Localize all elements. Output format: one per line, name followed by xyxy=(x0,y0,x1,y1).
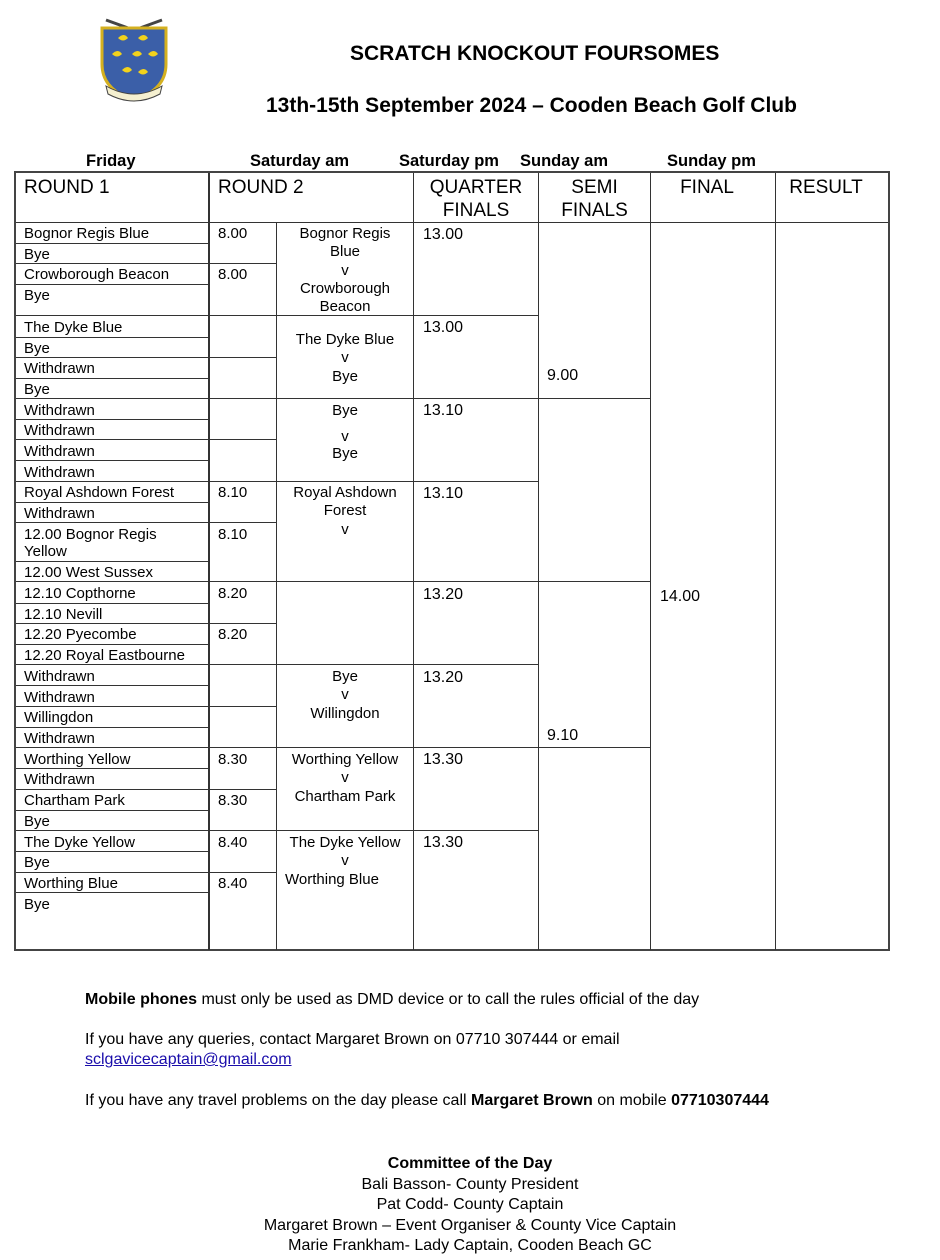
r1-entry: Withdrawn xyxy=(24,771,95,788)
sf-time: 9.10 xyxy=(547,727,579,744)
r2-time: 8.00 xyxy=(218,225,248,242)
r2-match xyxy=(277,668,413,723)
r2-match xyxy=(277,751,413,806)
col-line xyxy=(650,173,651,950)
page-subtitle: 13th-15th September 2024 – Cooden Beach Golf Club xyxy=(266,94,797,117)
r1-entry: The Dyke Yellow xyxy=(24,834,135,851)
r1-entry: Bye xyxy=(24,381,50,398)
r1-line xyxy=(16,768,208,769)
r1-entry: Royal Ashdown Forest xyxy=(24,484,175,501)
r1-line xyxy=(16,747,651,748)
r2-match-line: v xyxy=(341,349,349,367)
r1-entry: Worthing Blue xyxy=(24,875,118,892)
r1-entry: Withdrawn xyxy=(24,360,95,377)
r1-line xyxy=(16,892,208,893)
r2-match-line: Beacon xyxy=(319,298,371,316)
r2-time: 8.20 xyxy=(218,585,248,602)
qf-time: 13.30 xyxy=(423,834,464,851)
r1-entry: Withdrawn xyxy=(24,422,95,439)
travel-notice-text: If you have any travel problems on the day please call xyxy=(85,1092,471,1109)
r1-entry: Bye xyxy=(24,246,50,263)
r1-entry: Bye xyxy=(24,340,50,357)
r1-line xyxy=(16,561,208,562)
r2-match-line: Bye xyxy=(332,367,358,385)
r2-match-line: Bye xyxy=(332,445,358,462)
r1-line xyxy=(16,872,277,873)
r1-line xyxy=(16,419,208,420)
r2-match-line: v xyxy=(341,261,349,279)
r1-entry: 12.10 Nevill xyxy=(24,606,103,623)
r2-match xyxy=(277,225,413,316)
r1-line xyxy=(16,623,277,624)
r2-time: 8.20 xyxy=(218,626,248,643)
r1-entry: Withdrawn xyxy=(24,464,95,481)
header-qf-line2: FINALS xyxy=(442,200,510,221)
r2-match-line: Willingdon xyxy=(310,704,380,722)
r1-line xyxy=(16,727,208,728)
r1-line xyxy=(16,522,277,523)
r1-entry: Willingdon xyxy=(24,709,94,726)
day-sunday-am: Sunday am xyxy=(520,152,609,170)
col-line xyxy=(208,173,210,950)
travel-notice-mid: on mobile xyxy=(592,1092,672,1109)
travel-notice xyxy=(85,1091,769,1111)
r1-entry: Withdrawn xyxy=(24,668,95,685)
qf-time: 13.10 xyxy=(423,485,464,502)
r2-time: 8.00 xyxy=(218,266,248,283)
r1-line xyxy=(16,789,277,790)
r1-entry: Withdrawn xyxy=(24,505,95,522)
r1-entry: Bye xyxy=(24,813,50,830)
r1-entry: 12.20 Pyecombe xyxy=(24,626,137,643)
r2-match-line: Bognor Regis xyxy=(299,225,391,242)
r2-match-line: Chartham Park xyxy=(294,787,396,805)
r1-entry: 12.00 West Sussex xyxy=(24,564,153,581)
committee-member: Bali Basson- County President xyxy=(361,1175,579,1193)
r1-entry: The Dyke Blue xyxy=(24,319,123,336)
r2-match-line: Crowborough xyxy=(299,279,391,297)
r1-line xyxy=(16,664,539,665)
mobile-notice xyxy=(85,990,699,1010)
day-sunday-pm: Sunday pm xyxy=(667,152,756,170)
header-sf-line2: FINALS xyxy=(561,200,628,221)
r1-entry: Bye xyxy=(24,896,50,913)
r2-time: 8.10 xyxy=(218,526,248,543)
qf-time: 13.10 xyxy=(423,402,464,419)
r1-line xyxy=(16,830,539,831)
r1-line xyxy=(16,398,651,399)
r1-line xyxy=(16,460,208,461)
r2-time: 8.40 xyxy=(218,875,248,892)
r2-match xyxy=(277,484,413,539)
committee-title: Committee of the Day xyxy=(387,1155,553,1172)
r1-line xyxy=(16,378,208,379)
mobile-notice-text: must only be used as DMD device or to call the rules official of the day xyxy=(197,991,700,1008)
r1-line xyxy=(16,481,539,482)
header-result: RESULT xyxy=(789,177,863,198)
header-final: FINAL xyxy=(680,177,734,198)
r2-match-line: Forest xyxy=(323,502,367,520)
qf-time: 13.00 xyxy=(423,319,464,336)
r2-time: 8.30 xyxy=(218,751,248,768)
travel-contact-name: Margaret Brown xyxy=(471,1092,593,1109)
committee-block xyxy=(0,1154,940,1257)
r1-line xyxy=(16,851,208,852)
qf-time: 13.20 xyxy=(423,669,464,686)
col-line xyxy=(775,173,776,950)
r1-line xyxy=(16,284,208,285)
r2-match-line: The Dyke Blue xyxy=(295,331,395,348)
r2-match-line: Bye xyxy=(332,668,358,685)
r2-time: 8.10 xyxy=(218,484,248,501)
r1-entry: Withdrawn xyxy=(24,689,95,706)
r1-line xyxy=(16,603,208,604)
day-saturday-pm: Saturday pm xyxy=(399,152,499,170)
header-qf-line1: QUARTER xyxy=(429,177,523,198)
r1-entry: Chartham Park xyxy=(24,792,125,809)
r1-entry: 12.20 Royal Eastbourne xyxy=(24,647,185,664)
query-notice: If you have any queries, contact Margaret Brown on 07710 307444 or email xyxy=(85,1031,620,1048)
r2-match xyxy=(277,331,413,386)
r2-time: 8.40 xyxy=(218,834,248,851)
committee-member: Marie Frankham- Lady Captain, Cooden Beach GC xyxy=(288,1237,652,1254)
r2-match xyxy=(277,402,413,462)
qf-time: 13.00 xyxy=(423,226,464,243)
r1-line xyxy=(16,263,277,264)
r1-entry: Worthing Yellow xyxy=(24,751,131,768)
r2-match-line: Worthing Yellow xyxy=(291,751,399,768)
qf-time: 13.30 xyxy=(423,751,464,768)
r1-entry: 12.00 Bognor Regis xyxy=(24,526,157,543)
r2-match-line: v xyxy=(341,852,349,870)
r2-time: 8.30 xyxy=(218,792,248,809)
mobile-notice-bold: Mobile phones xyxy=(85,991,197,1008)
r2-match-line: Blue xyxy=(329,243,361,261)
r1-line xyxy=(16,581,651,582)
r1-entry: 12.10 Copthorne xyxy=(24,585,136,602)
day-saturday-am: Saturday am xyxy=(250,152,350,170)
r2-match-line: v xyxy=(341,428,349,445)
r1-entry: Withdrawn xyxy=(24,730,95,747)
r1-entry: Bognor Regis Blue xyxy=(24,225,150,242)
r1-entry: Withdrawn xyxy=(24,402,95,419)
r1-entry: Yellow xyxy=(24,543,67,560)
r1-line xyxy=(16,502,208,503)
header-semi-finals xyxy=(539,176,650,222)
r1-line xyxy=(16,243,208,244)
committee-member: Margaret Brown – Event Organiser & County Vice Captain xyxy=(263,1216,677,1234)
r2-match-line: v xyxy=(341,769,349,787)
r2-match-line: Royal Ashdown xyxy=(293,484,397,501)
qf-time: 13.20 xyxy=(423,586,464,603)
committee-member: Pat Codd- County Captain xyxy=(376,1196,564,1213)
travel-contact-phone: 07710307444 xyxy=(671,1092,769,1109)
r1-entry: Bye xyxy=(24,287,50,304)
r2-match-line: The Dyke Yellow xyxy=(289,834,401,851)
r2-match-line: Worthing Blue xyxy=(285,870,379,888)
header-round2: ROUND 2 xyxy=(218,177,304,198)
header-sf-line1: SEMI xyxy=(571,177,618,198)
r1-entry: Withdrawn xyxy=(24,443,95,460)
day-friday: Friday xyxy=(86,152,136,170)
r1-line xyxy=(16,439,277,440)
header-line xyxy=(16,222,888,223)
r1-line xyxy=(16,706,277,707)
r2-match-line: Bye xyxy=(332,402,358,419)
header-quarter-finals xyxy=(414,176,538,222)
r2-match xyxy=(277,834,413,889)
r1-entry: Bye xyxy=(24,854,50,871)
r1-line xyxy=(16,644,208,645)
r1-entry: Crowborough Beacon xyxy=(24,266,170,283)
r1-line xyxy=(16,685,208,686)
header-round1: ROUND 1 xyxy=(24,177,110,198)
r2-match-line: v xyxy=(341,520,349,538)
r1-line xyxy=(16,357,277,358)
col-line xyxy=(538,173,539,950)
col-line xyxy=(413,173,414,950)
page-title: SCRATCH KNOCKOUT FOURSOMES xyxy=(350,42,720,65)
sf-time: 9.00 xyxy=(547,367,579,384)
r1-line xyxy=(16,810,208,811)
county-crest-logo xyxy=(98,16,170,106)
contact-email-link[interactable]: sclgavicecaptain@gmail.com xyxy=(85,1051,292,1068)
final-time: 14.00 xyxy=(660,588,701,605)
r2-match-line: v xyxy=(341,686,349,704)
r1-line xyxy=(16,337,208,338)
